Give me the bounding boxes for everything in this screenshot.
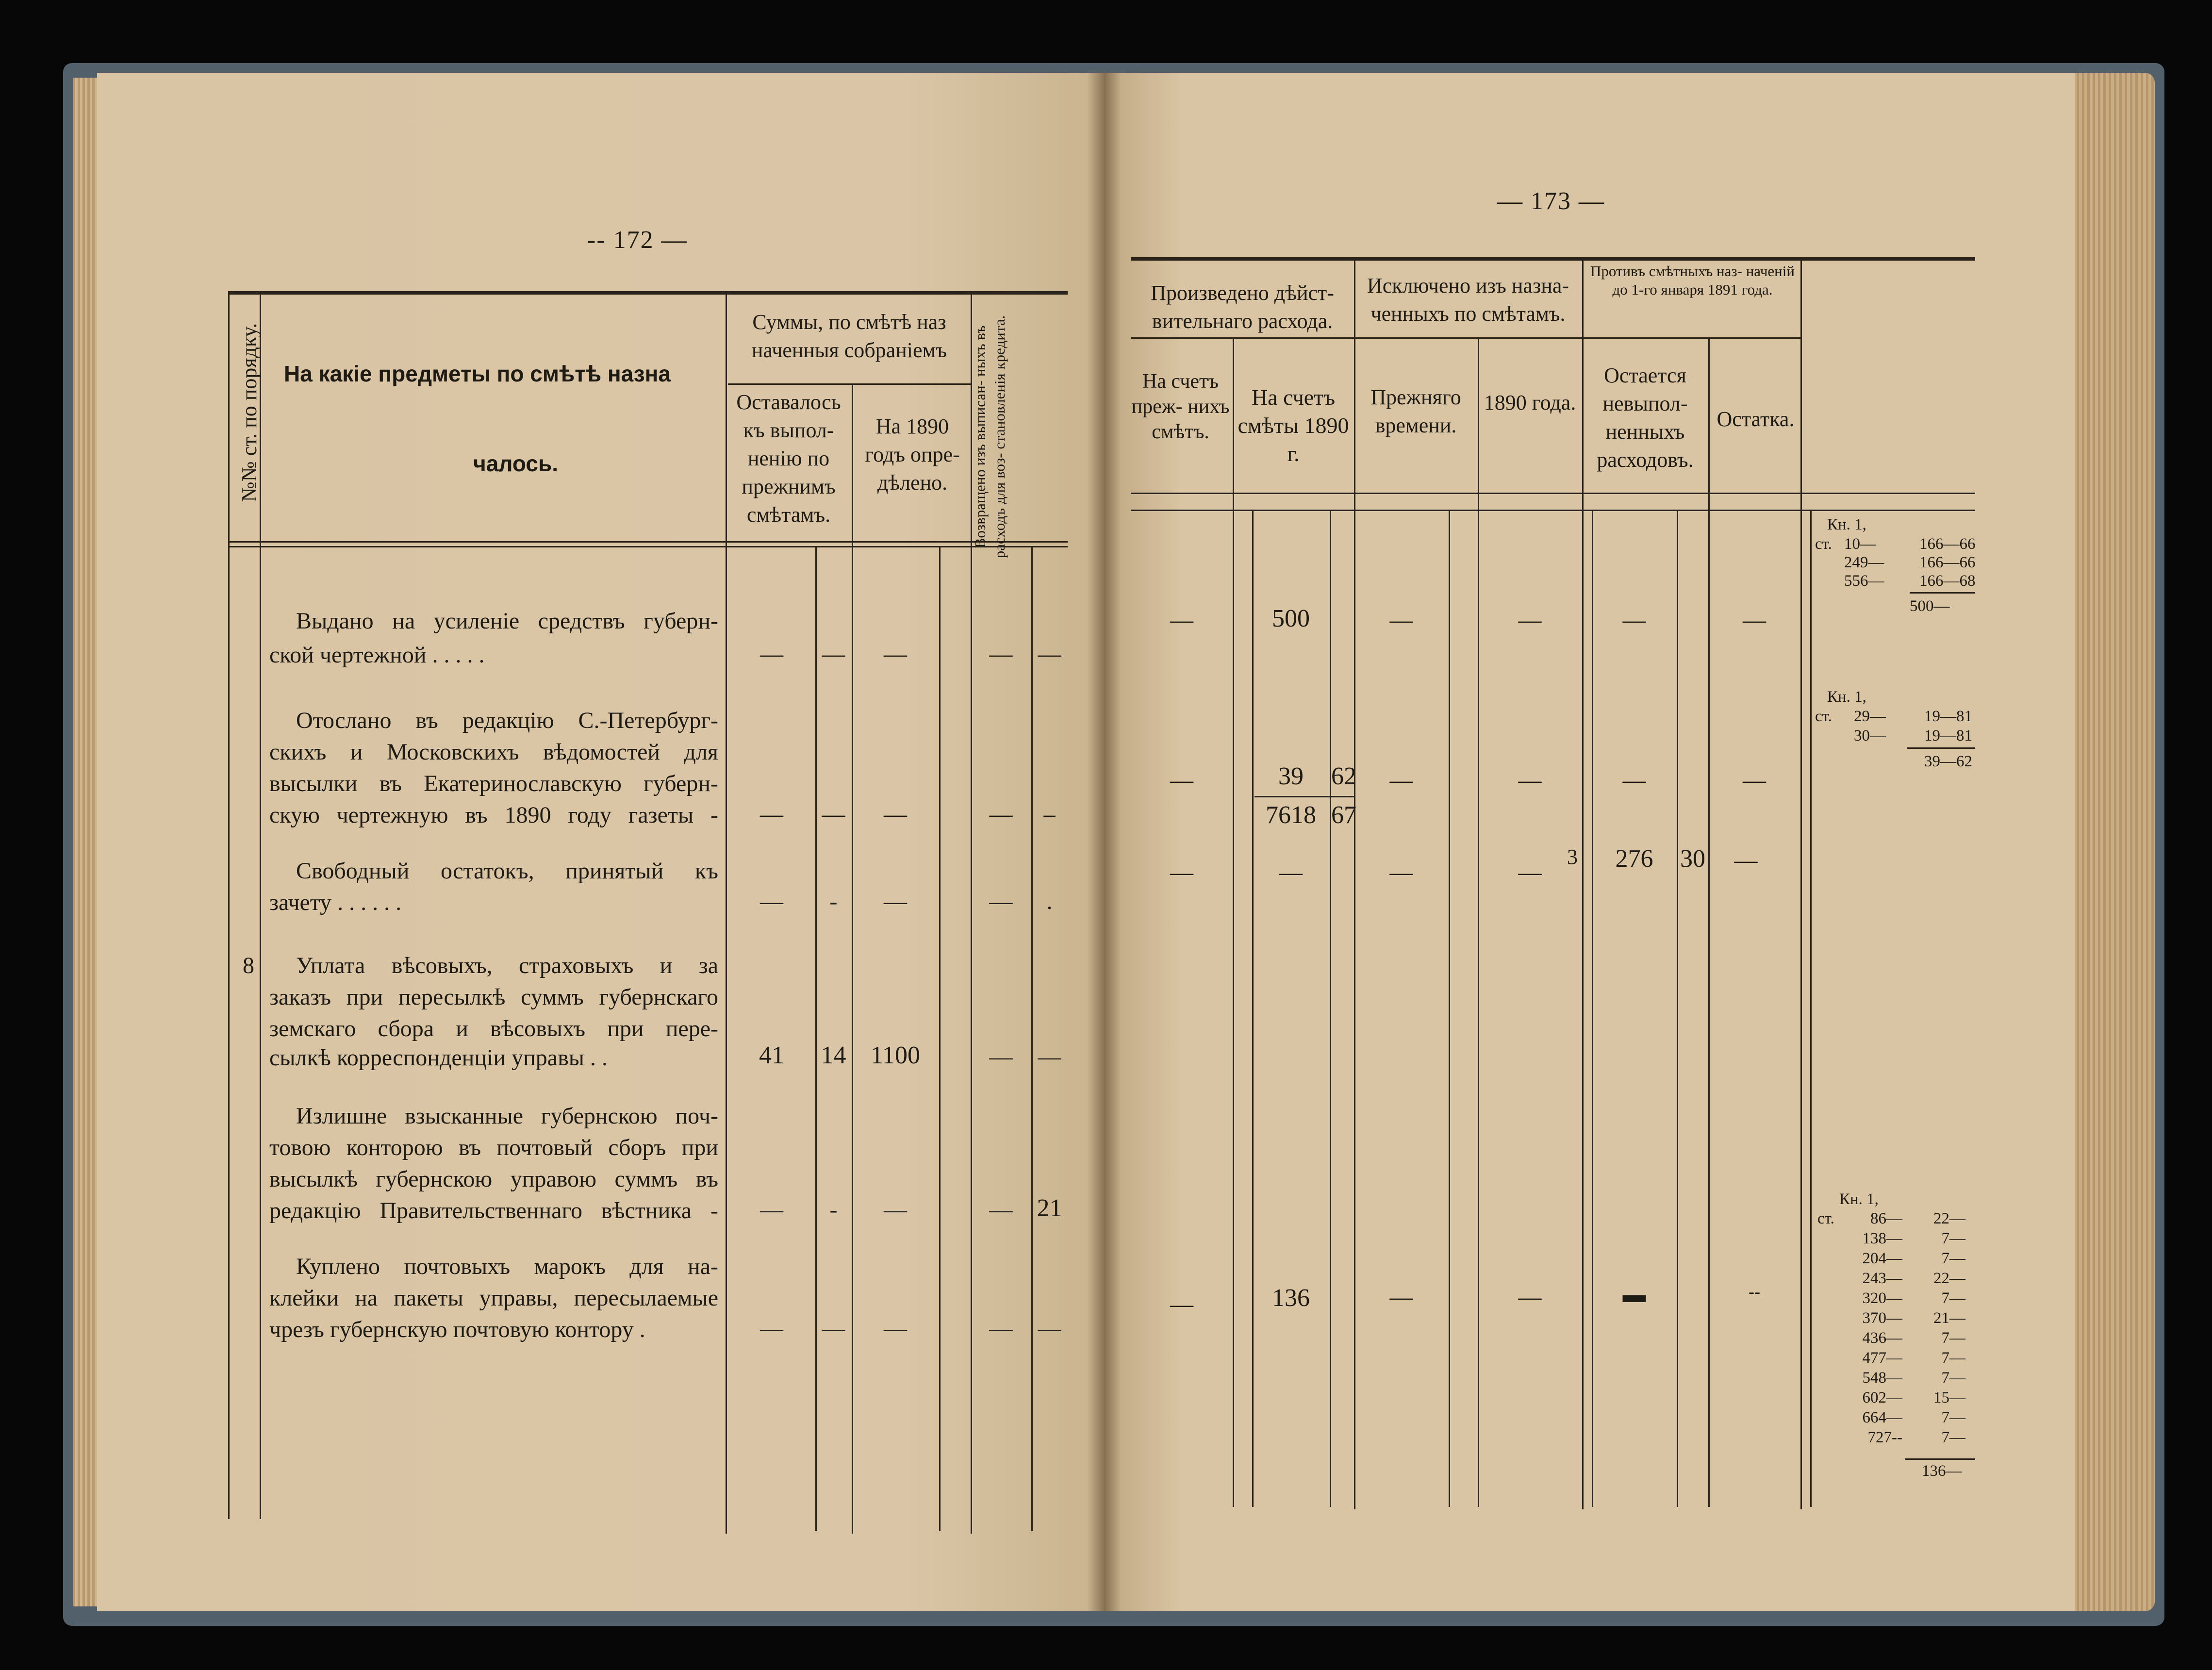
r-row-2-prior: — <box>1389 767 1413 793</box>
col-rule <box>815 546 817 1531</box>
row-3-returned-kopecks: . <box>1046 889 1053 914</box>
note-3-line-12-b: 7— <box>1941 1429 1965 1446</box>
col-rule <box>228 291 230 1519</box>
row-5-returned-kopecks: 21 <box>1037 1194 1062 1222</box>
note-1-line-3-a: 556— <box>1844 572 1884 590</box>
row-5-line-2: товою конторою въ почтовый сборъ при <box>269 1135 718 1160</box>
note-3-line-5-b: 7— <box>1941 1290 1965 1307</box>
r-row-1-1890: — <box>1518 607 1542 633</box>
row-1-line-2: ской чертежной . . . . . <box>269 642 485 668</box>
note-3-line-3-a: 204— <box>1862 1250 1902 1267</box>
note-3-label: ст. <box>1817 1210 1834 1227</box>
r-row-3-prev: — <box>1170 860 1193 885</box>
header-remainder: Остатка. <box>1717 407 1795 431</box>
row-5-returned-rubles: — <box>989 1197 1013 1223</box>
page-number-left: -- 172 — <box>587 226 688 254</box>
sums-sub-rule <box>728 383 971 385</box>
r-row-1-remainder: — <box>1743 607 1766 633</box>
note-2-rule <box>1907 747 1975 749</box>
table-top-rule <box>228 291 1068 295</box>
note-3-total: 136— <box>1922 1462 1962 1480</box>
row-4-line-3: земскаго сбора и вѣсовыхъ при пере- <box>269 1016 718 1042</box>
note-2-total: 39—62 <box>1924 753 1972 770</box>
r-row-1-account-rubles: 500 <box>1272 605 1310 632</box>
note-3-line-6-b: 21— <box>1933 1309 1965 1327</box>
note-3-line-7-b: 7— <box>1941 1329 1965 1347</box>
col-rule <box>1330 510 1331 1507</box>
note-3-line-5-a: 320— <box>1862 1290 1902 1307</box>
row-6-returned-kopecks: — <box>1038 1316 1061 1341</box>
r-row-2-prev: — <box>1170 767 1193 793</box>
row-2-line-3: высылки въ Екатеринославскую губерн- <box>269 771 718 796</box>
col-rule <box>1354 257 1355 1509</box>
r-row-3-unperformed-rubles: 276 <box>1615 845 1653 873</box>
r-row-3-remainder: — <box>1734 847 1758 873</box>
note-3-line-9-a: 548— <box>1862 1369 1902 1387</box>
note-3-line-2-a: 138— <box>1862 1230 1902 1247</box>
note-3-line-6-a: 370— <box>1862 1309 1902 1327</box>
r-row-3-unperformed-kopecks: 30 <box>1680 845 1705 873</box>
r-row-2-remainder: — <box>1743 767 1766 793</box>
row-4-remained-kopecks: 14 <box>821 1042 846 1069</box>
row-6-line-1: Куплено почтовыхъ марокъ для на- <box>296 1254 718 1279</box>
header-prev-account: На счетъ преж- нихъ смѣтъ. <box>1131 370 1230 443</box>
header-prior-time: Прежняго времени. <box>1370 385 1461 437</box>
r-row-2-1890: — <box>1518 767 1542 793</box>
col-rule <box>852 383 853 1534</box>
sub-header-rule <box>1131 337 1800 339</box>
note-1-line-1-a: 10— <box>1844 535 1876 553</box>
note-3-line-10-a: 602— <box>1862 1389 1902 1406</box>
row-5-line-4: редакцію Правительственнаго вѣстника - <box>269 1198 718 1224</box>
note-2-head: Кн. 1, <box>1827 688 1866 706</box>
note-3-head: Кн. 1, <box>1839 1190 1879 1208</box>
note-1-line-2-b: 166—66 <box>1919 554 1976 571</box>
row-6-remained-rubles: — <box>760 1316 783 1341</box>
note-3-line-10-b: 15— <box>1933 1389 1965 1406</box>
row-4-assigned: 1100 <box>870 1042 921 1069</box>
book-gutter <box>1087 73 1121 1611</box>
note-1-head: Кн. 1, <box>1827 516 1866 533</box>
r-row-2-total-rubles: 7618 <box>1266 801 1316 829</box>
header-sums: Суммы, по смѣтѣ наз наченныя собраніемъ <box>751 310 947 362</box>
row-3-assigned: — <box>884 889 907 914</box>
header-against-estimates: Противъ смѣтныхъ наз- наченій до 1-го января 1891 года. <box>1590 263 1795 298</box>
header-bottom-rule-2 <box>1131 510 1975 511</box>
row-6-assigned: — <box>884 1316 907 1341</box>
note-2-line-1-a: 29— <box>1854 708 1886 725</box>
header-remained: Оставалось къ выпол- ненію по прежнимъ смѣтамъ. <box>736 390 841 527</box>
note-3-line-2-b: 7— <box>1941 1230 1965 1247</box>
r-row-3-prior: — <box>1389 860 1413 885</box>
row-2-assigned: — <box>884 801 907 827</box>
col-rule <box>1708 337 1710 1507</box>
col-rule <box>939 546 941 1531</box>
row-3-line-1: Свободный остатокъ, принятый къ <box>296 858 718 884</box>
note-3-line-1-b: 22— <box>1933 1210 1965 1227</box>
col-rule <box>1810 510 1812 1507</box>
note-1-rule <box>1910 592 1975 594</box>
row-2-returned-rubles: — <box>989 801 1013 827</box>
r-row-4-prev: — <box>1170 1291 1193 1317</box>
row-1-remained-kopecks: — <box>822 641 845 667</box>
note-3-line-8-b: 7— <box>1941 1349 1965 1367</box>
row-3-returned-rubles: — <box>989 889 1013 914</box>
r-row-4-account-rubles: 136 <box>1272 1284 1310 1312</box>
note-3-line-4-a: 243— <box>1862 1270 1902 1287</box>
note-3-line-1-a: 86— <box>1870 1210 1902 1227</box>
row-3-remained-kopecks: - <box>829 889 838 914</box>
page-number-right: — 173 — <box>1497 187 1605 215</box>
row-2-remained-kopecks: — <box>822 801 845 827</box>
row-3-remained-rubles: — <box>760 889 783 914</box>
row-2-line-4: скую чертежную въ 1890 году газеты - <box>269 802 718 828</box>
header-bottom-rule-2 <box>228 546 1068 547</box>
header-row-number: №№ ст. по порядку. <box>237 323 261 502</box>
r-row-1-unperformed: — <box>1622 607 1646 633</box>
r-row-4-unperformed: ▬ <box>1622 1282 1646 1307</box>
row-1-returned-kopecks: — <box>1038 641 1061 667</box>
note-1-label: ст. <box>1815 535 1832 553</box>
note-1-line-1-b: 166—66 <box>1919 535 1976 553</box>
subtotal-rule <box>1255 796 1354 797</box>
row-4-returned-rubles: — <box>989 1044 1013 1070</box>
header-account-1890: На счетъ смѣты 1890 г. <box>1238 385 1349 466</box>
row-4-line-1: Уплата вѣсовыхъ, страховыхъ и за <box>296 953 718 978</box>
note-3-line-4-b: 22— <box>1933 1270 1965 1287</box>
row-2-returned-kopecks: – <box>1043 801 1056 827</box>
col-rule <box>1449 510 1450 1507</box>
note-1-line-2-a: 249— <box>1844 554 1884 571</box>
r-row-4-prior: — <box>1389 1284 1413 1310</box>
row-1-remained-rubles: — <box>760 641 783 667</box>
r-row-2-account-rubles: 39 <box>1278 762 1304 790</box>
r-row-1-prev: — <box>1170 607 1193 633</box>
row-6-returned-rubles: — <box>989 1316 1013 1341</box>
note-3-line-11-a: 664— <box>1862 1409 1902 1426</box>
r-row-3-1890: — <box>1518 860 1542 885</box>
note-2-line-1-b: 19—81 <box>1924 708 1972 725</box>
row-4-line-2: заказъ при пересылкѣ суммъ губернскаго <box>269 984 718 1010</box>
r-row-2-total-kopecks: 67 <box>1331 801 1356 829</box>
note-1-line-3-b: 166—68 <box>1919 572 1976 590</box>
row-1-line-1: Выдано на усиленіе средствъ губерн- <box>296 608 718 634</box>
r-row-1-prior: — <box>1389 607 1413 633</box>
row-4-returned-kopecks: — <box>1038 1044 1061 1070</box>
row-1-assigned: — <box>884 641 907 667</box>
note-2-label: ст. <box>1815 708 1832 725</box>
r-row-4-1890: — <box>1518 1284 1542 1310</box>
row-2-line-2: скихъ и Московскихъ вѣдомостей для <box>269 739 718 765</box>
row-2-line-1: Отослано въ редакцію С.-Петербург- <box>296 708 718 733</box>
col-rule <box>1252 510 1254 1507</box>
note-3-line-11-b: 7— <box>1941 1409 1965 1426</box>
header-returned: Возвращено изъ выписан- ныхъ въ расходъ для воз- становленія кредита. <box>972 315 1008 559</box>
header-year-1890: 1890 года. <box>1484 391 1576 414</box>
r-row-4-remainder: -- <box>1749 1282 1760 1301</box>
header-bottom-rule <box>228 541 1068 543</box>
header-assigned-1890: На 1890 годъ опре- дѣлено. <box>865 414 960 495</box>
header-actual-expense: Произведено дѣйст- вительнаго расхода. <box>1151 281 1334 333</box>
header-excluded: Исключено изъ назна- ченныхъ по смѣтамъ. <box>1367 274 1569 326</box>
r-row-3-unperformed-thousands: 3 <box>1567 845 1578 869</box>
r-row-2-unperformed: — <box>1622 767 1646 793</box>
col-rule <box>1233 337 1234 1507</box>
note-3-rule <box>1905 1458 1975 1460</box>
note-3-line-3-b: 7— <box>1941 1250 1965 1267</box>
col-rule <box>1031 546 1033 1531</box>
row-4-remained-rubles: 41 <box>759 1042 784 1069</box>
row-3-line-2: зачету . . . . . . <box>269 890 402 915</box>
note-2-line-2-a: 30— <box>1854 727 1886 744</box>
header-bottom-rule <box>1131 493 1975 494</box>
row-2-remained-rubles: — <box>760 801 783 827</box>
r-row-3-account: — <box>1279 860 1303 885</box>
row-4-number: 8 <box>243 953 254 978</box>
col-rule <box>1677 510 1678 1507</box>
row-4-line-4: сылкѣ корреспонденціи управы . . <box>269 1045 608 1071</box>
col-rule <box>1582 257 1584 1509</box>
note-3-line-7-a: 436— <box>1862 1329 1902 1347</box>
header-unperformed: Остается невыпол- ненныхъ расходовъ. <box>1597 364 1694 472</box>
col-rule <box>1800 257 1802 1509</box>
row-6-remained-kopecks: — <box>822 1316 845 1341</box>
col-rule <box>726 291 727 1534</box>
header-subject-line1: На какіе предметы по смѣтѣ назна <box>284 361 671 386</box>
row-5-line-1: Излишне взысканные губернскою поч- <box>296 1103 718 1129</box>
note-1-total: 500— <box>1910 597 1950 615</box>
row-5-remained-rubles: — <box>760 1197 783 1223</box>
row-5-remained-kopecks: - <box>829 1197 838 1223</box>
note-3-line-12-a: 727-- <box>1867 1429 1902 1446</box>
note-2-line-2-b: 19—81 <box>1924 727 1972 744</box>
row-1-returned-rubles: — <box>989 641 1013 667</box>
col-rule <box>1478 337 1479 1507</box>
note-3-line-8-a: 477— <box>1862 1349 1902 1367</box>
row-5-line-3: высылкѣ губернскою управою суммъ въ <box>269 1166 718 1192</box>
col-rule <box>1592 510 1593 1507</box>
row-6-line-2: клейки на пакеты управы, пересылаемые <box>269 1285 718 1311</box>
row-6-line-3: чрезъ губернскую почтовую контору . <box>269 1317 645 1342</box>
r-row-2-account-kopecks: 62 <box>1331 762 1356 790</box>
header-subject-line2: чалось. <box>473 451 559 476</box>
note-3-line-9-b: 7— <box>1941 1369 1965 1387</box>
row-5-assigned: — <box>884 1197 907 1223</box>
table-top-rule <box>1131 257 1975 261</box>
